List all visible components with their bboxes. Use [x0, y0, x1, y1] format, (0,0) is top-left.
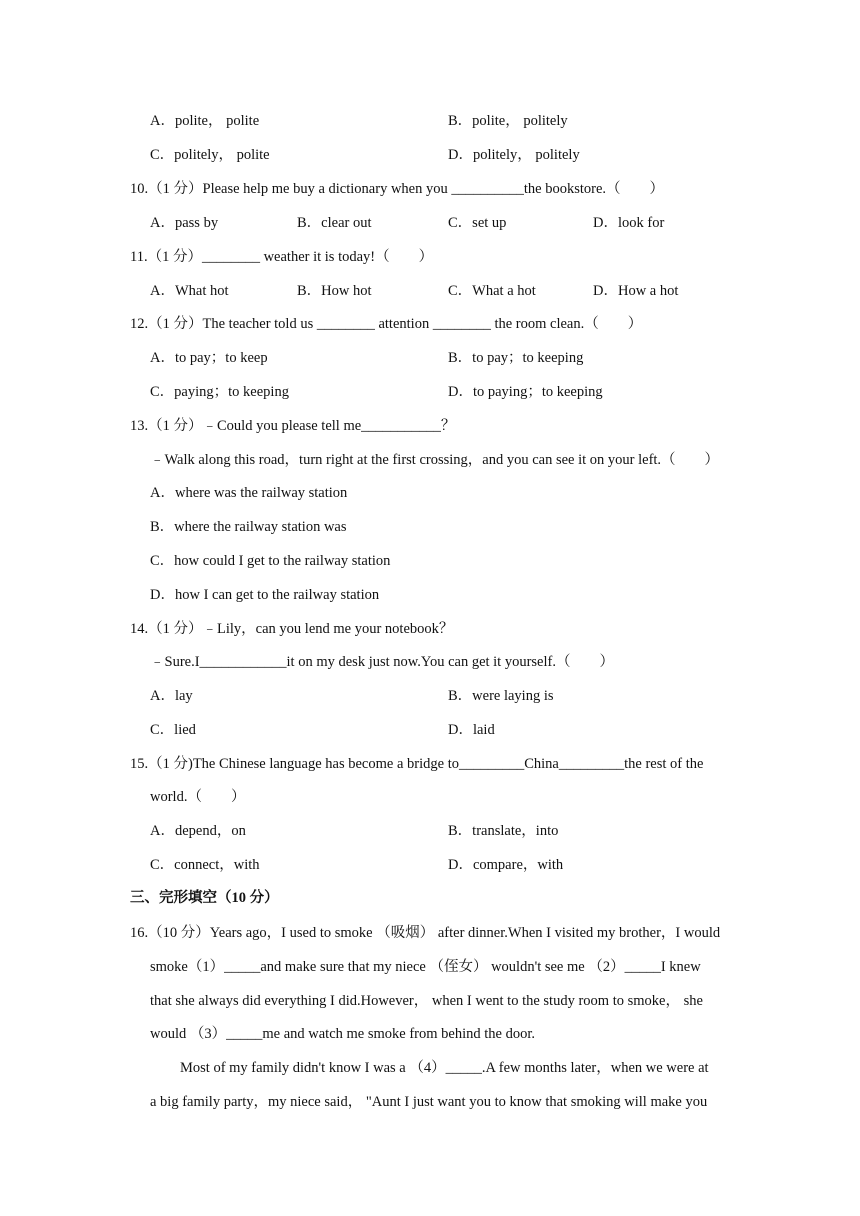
q11-stem: 11.（1 分）________ weather it is today!（ ） [130, 249, 434, 265]
q15-option-b[interactable]: B．translate，into [448, 823, 559, 839]
q16-passage-line: 16.（10 分）Years ago，I used to smoke （吸烟） after dinner.When I visited my brother，I would [130, 925, 721, 941]
q16-passage-line: that she always did everything I did.However， when I went to the study room to smoke， she [150, 993, 703, 1009]
q13-stem-response: ﹣Walk along this road，turn right at the first crossing，and you can see it on your left.（ ） [150, 452, 720, 468]
q14-stem: 14.（1 分）﹣Lily，can you lend me your notebook？ [130, 621, 454, 637]
q14-option-c[interactable]: C．lied [150, 722, 196, 738]
q12-option-b[interactable]: B．to pay；to keeping [448, 350, 584, 366]
q12-stem: 12.（1 分）The teacher told us ________ attention ________ the room clean.（ ） [130, 316, 643, 332]
q11-option-a[interactable]: A．What hot [150, 283, 229, 299]
section-heading-cloze: 三、完形填空（10 分） [130, 890, 279, 906]
q15-stem-continued: world.（ ） [150, 789, 246, 805]
q11-option-b[interactable]: B．How hot [297, 283, 372, 299]
q11-option-c[interactable]: C．What a hot [448, 283, 536, 299]
q9-option-d[interactable]: D．politely， politely [448, 147, 580, 163]
q14-option-b[interactable]: B．were laying is [448, 688, 554, 704]
q14-option-d[interactable]: D．laid [448, 722, 495, 738]
q12-option-a[interactable]: A．to pay；to keep [150, 350, 268, 366]
q10-option-b[interactable]: B．clear out [297, 215, 372, 231]
q13-option-b[interactable]: B．where the railway station was [150, 519, 347, 535]
q13-option-d[interactable]: D．how I can get to the railway station [150, 587, 380, 603]
q9-option-b[interactable]: B．polite， politely [448, 113, 568, 129]
q16-passage-line: a big family party，my niece said， "Aunt I just want you to know that smoking will make you [150, 1094, 708, 1110]
q11-option-d[interactable]: D．How a hot [593, 283, 679, 299]
q9-option-c[interactable]: C．politely， polite [150, 147, 270, 163]
q16-passage-line: would （3）_____me and watch me smoke from behind the door. [150, 1026, 535, 1042]
q15-option-c[interactable]: C．connect，with [150, 857, 260, 873]
q16-passage-line: Most of my family didn't know I was a （4）_____.A few months later，when we were at [180, 1060, 709, 1076]
q12-option-d[interactable]: D．to paying；to keeping [448, 384, 603, 400]
q12-option-c[interactable]: C．paying；to keeping [150, 384, 289, 400]
q16-passage-line: smoke（1）_____and make sure that my niece （侄女） wouldn't see me （2）_____I knew [150, 959, 701, 975]
q13-option-c[interactable]: C．how could I get to the railway station [150, 553, 391, 569]
q10-option-a[interactable]: A．pass by [150, 215, 219, 231]
q13-stem: 13.（1 分）﹣Could you please tell me___________？ [130, 418, 456, 434]
q10-option-d[interactable]: D．look for [593, 215, 665, 231]
q10-option-c[interactable]: C．set up [448, 215, 507, 231]
q15-option-d[interactable]: D．compare，with [448, 857, 564, 873]
q14-stem-response: ﹣Sure.I____________it on my desk just now.You can get it yourself.（ ） [150, 654, 614, 670]
q9-option-a[interactable]: A．polite， polite [150, 113, 260, 129]
q13-option-a[interactable]: A．where was the railway station [150, 485, 348, 501]
q15-option-a[interactable]: A．depend，on [150, 823, 246, 839]
q10-stem: 10.（1 分）Please help me buy a dictionary when you __________the bookstore.（ ） [130, 181, 665, 197]
q15-stem: 15.（1 分)The Chinese language has become a bridge to_________China_________the rest of the [130, 756, 704, 772]
q14-option-a[interactable]: A．lay [150, 688, 193, 704]
